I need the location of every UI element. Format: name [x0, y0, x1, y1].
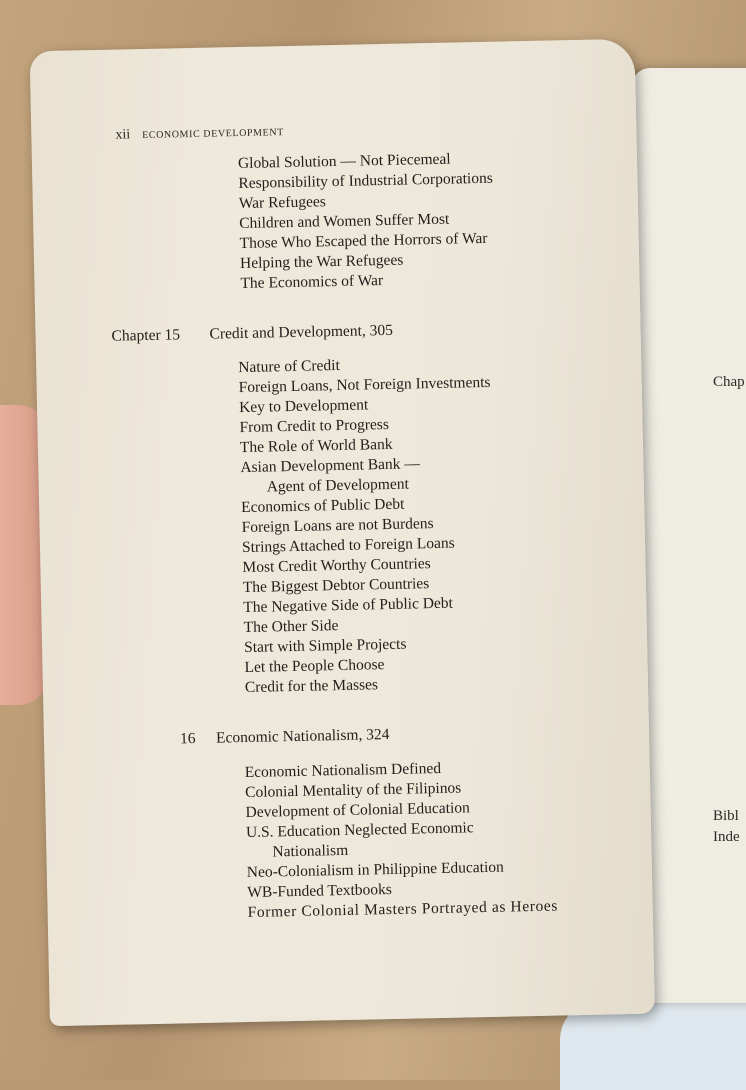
- toc-entry: The Negative Side of Public Debt: [243, 594, 454, 617]
- book-page: [30, 39, 655, 1026]
- toc-entry: Colonial Mentality of the Filipinos: [244, 779, 462, 802]
- toc-entry: Economic Nationalism Defined: [244, 759, 442, 782]
- facing-page-fragment: Bibl: [713, 808, 739, 824]
- toc-entry: WB-Funded Textbooks: [247, 880, 392, 902]
- toc-entry: Nationalism: [272, 841, 349, 861]
- running-header: [115, 122, 284, 144]
- toc-entry: Start with Simple Projects: [243, 635, 407, 657]
- toc-entry: Key to Development: [238, 396, 369, 417]
- facing-page-fragment: Inde: [713, 829, 740, 845]
- facing-page-fragment: Chap: [713, 374, 745, 390]
- toc-entry: Neo-Colonialism in Philippine Education: [246, 858, 504, 882]
- toc-entry: Development of Colonial Education: [245, 799, 470, 822]
- toc-entry: Credit for the Masses: [244, 676, 379, 697]
- toc-entry: Those Who Escaped the Horrors of War: [239, 229, 488, 253]
- toc-entry: The Role of World Bank: [239, 435, 393, 457]
- toc-entry: Responsibility of Industrial Corporations: [238, 169, 493, 193]
- toc-entry: Foreign Loans are not Burdens: [241, 515, 434, 537]
- chapter-title: Credit and Development, 305: [209, 321, 394, 343]
- toc-entry: The Other Side: [243, 617, 339, 637]
- toc-entry: Agent of Development: [266, 475, 409, 496]
- toc-entry: Children and Women Suffer Most: [239, 210, 450, 233]
- toc-entry: Economics of Public Debt: [241, 495, 405, 517]
- toc-entry: From Credit to Progress: [239, 415, 390, 437]
- chapter-label: Chapter 15: [111, 326, 181, 345]
- toc-entry: Global Solution — Not Piecemeal: [237, 150, 451, 173]
- toc-entry: Asian Development Bank —: [240, 455, 421, 477]
- toc-entry: Helping the War Refugees: [239, 251, 404, 273]
- toc-entry: Let the People Choose: [244, 656, 385, 677]
- toc-entry: Most Credit Worthy Countries: [242, 555, 431, 577]
- running-head: ECONOMIC DEVELOPMENT: [142, 127, 284, 142]
- toc-entry: U.S. Education Neglected Economic: [245, 819, 474, 842]
- toc-entry: The Economics of War: [240, 272, 384, 293]
- page-number: xii: [115, 127, 131, 143]
- chapter-label: 16: [179, 730, 196, 748]
- toc-entry: Nature of Credit: [238, 356, 340, 377]
- toc-entry: Former Colonial Masters Portrayed as Heroes: [247, 897, 559, 922]
- toc-entry: War Refugees: [238, 193, 326, 213]
- chapter-title: Economic Nationalism, 324: [215, 726, 390, 747]
- toc-entry: Foreign Loans, Not Foreign Investments: [238, 373, 491, 397]
- toc-entry: The Biggest Debtor Countries: [242, 575, 430, 597]
- toc-entry: Strings Attached to Foreign Loans: [241, 534, 455, 557]
